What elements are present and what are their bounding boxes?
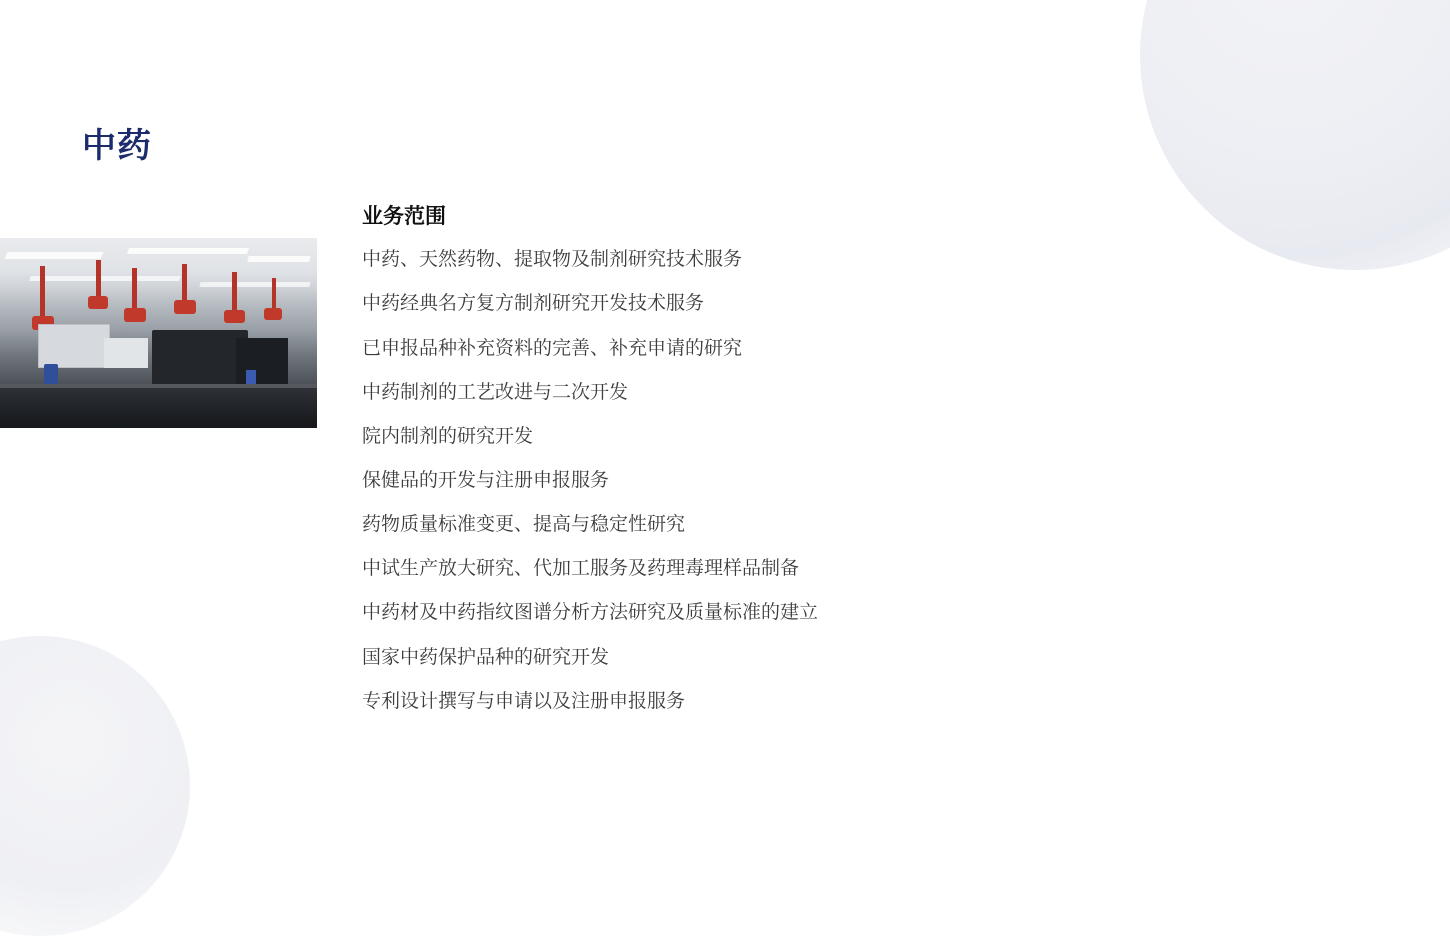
list-item: 专利设计撰写与申请以及注册申报服务 [362,690,686,712]
decorative-circle-bottom-left [0,636,190,936]
list-item: 已申报品种补充资料的完善、补充申请的研究 [362,337,743,359]
lab-instrument [104,338,148,368]
red-pipe [132,268,137,312]
section-heading: 业务范围 [362,205,446,228]
laboratory-photo [0,238,317,428]
list-item: 中药制剂的工艺改进与二次开发 [362,381,629,403]
red-pipe [182,264,187,304]
red-fixture [124,308,146,322]
ceiling-light [199,282,310,287]
ceiling-light [4,252,103,259]
reagent-bottle [44,364,58,386]
ceiling-light [247,256,310,262]
red-fixture [224,310,245,323]
red-pipe [232,272,237,314]
red-fixture [264,308,282,320]
ceiling-light [127,248,249,254]
business-scope-list [362,247,1342,714]
red-pipe [40,266,45,320]
list-item: 中药经典名方复方制剂研究开发技术服务 [362,293,705,315]
list-item: 国家中药保护品种的研究开发 [362,646,610,668]
content-column [362,203,1342,733]
lab-bench [0,388,317,428]
list-item: 中药材及中药指纹图谱分析方法研究及质量标准的建立 [362,602,819,624]
ceiling-light [29,276,181,281]
photo-background [0,238,317,428]
red-pipe [272,278,276,312]
list-item: 药物质量标准变更、提高与稳定性研究 [362,514,686,536]
page-title: 中药 [82,127,152,165]
red-fixture [88,296,108,309]
red-pipe [96,260,101,300]
list-item: 保健品的开发与注册申报服务 [362,470,610,491]
red-fixture [174,300,196,314]
list-item: 院内制剂的研究开发 [362,425,534,447]
lab-instrument [38,324,110,368]
list-item: 中试生产放大研究、代加工服务及药理毒理样品制备 [362,558,800,580]
list-item: 中药、天然药物、提取物及制剂研究技术服务 [362,249,743,271]
